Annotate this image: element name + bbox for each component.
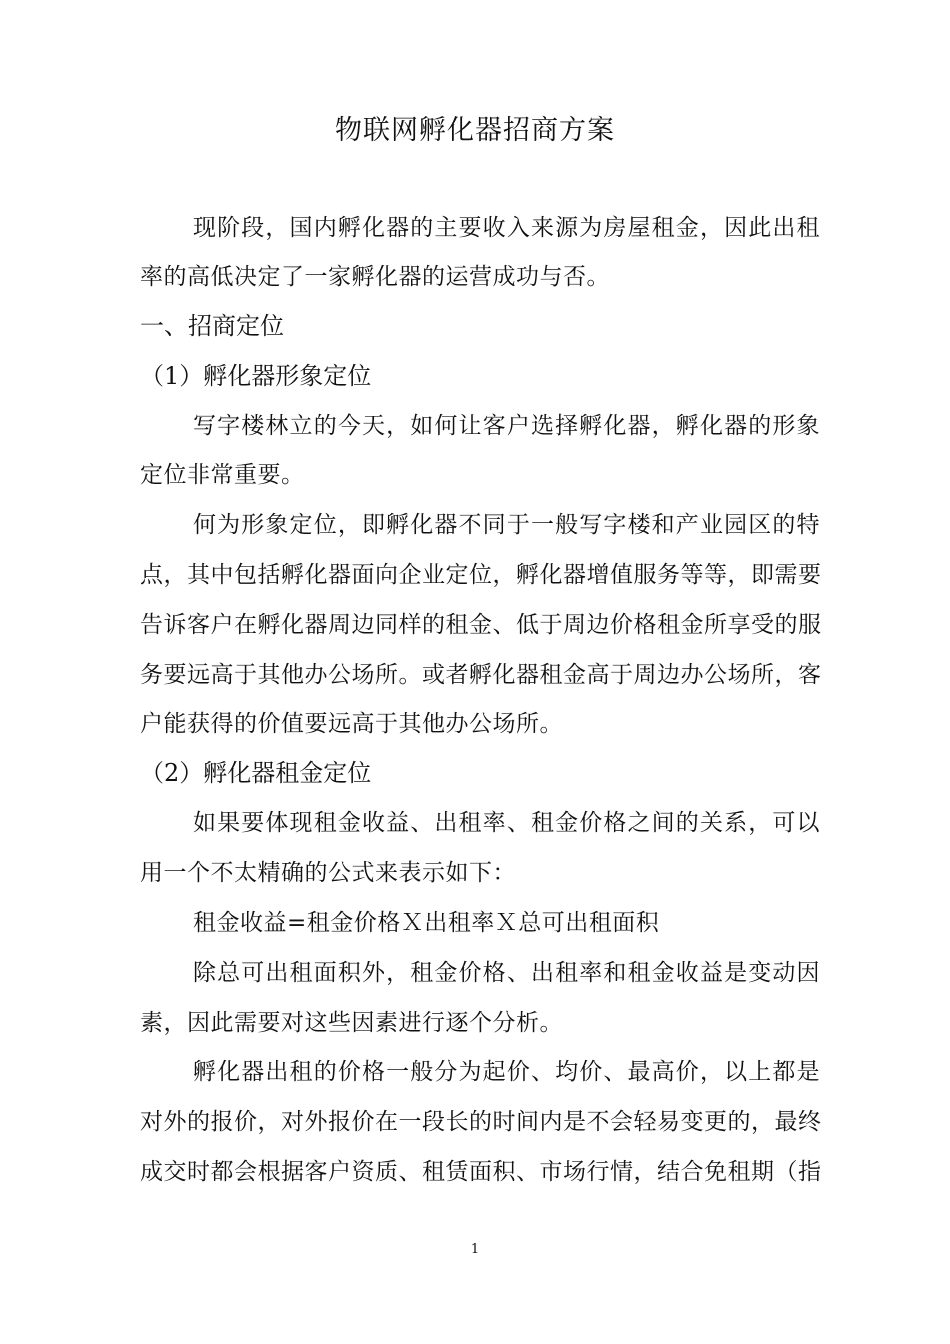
paragraph-line: 成交时都会根据客户资质、租赁面积、市场行情，结合免租期（指 xyxy=(140,1159,822,1185)
paragraph-line: 何为形象定位，即孵化器不同于一般写字楼和产业园区的特 xyxy=(193,512,820,538)
section-heading: 一、招商定位 xyxy=(140,312,284,340)
paragraph-line: 用一个不太精确的公式来表示如下： xyxy=(140,860,516,886)
paragraph-line: 对外的报价，对外报价在一段长的时间内是不会轻易变更的，最终 xyxy=(140,1109,822,1135)
subsection-heading: （2）孵化器租金定位 xyxy=(140,759,372,787)
paragraph-line: 写字楼林立的今天，如何让客户选择孵化器，孵化器的形象 xyxy=(193,413,820,439)
paragraph-line: 务要远高于其他办公场所。或者孵化器租金高于周边办公场所，客 xyxy=(140,662,822,688)
paragraph-line: 告诉客户在孵化器周边同样的租金、低于周边价格租金所享受的服 xyxy=(140,612,822,638)
page-number: 1 xyxy=(470,1242,480,1257)
paragraph-line: 素，因此需要对这些因素进行逐个分析。 xyxy=(140,1010,563,1036)
paragraph-line: 点，其中包括孵化器面向企业定位，孵化器增值服务等等，即需要 xyxy=(140,562,822,588)
paragraph-line: 现阶段，国内孵化器的主要收入来源为房屋租金，因此出租 xyxy=(193,215,820,241)
paragraph-line: 孵化器出租的价格一般分为起价、均价、最高价，以上都是 xyxy=(193,1059,820,1085)
paragraph-line: 如果要体现租金收益、出租率、租金价格之间的关系，可以 xyxy=(193,810,820,836)
subsection-heading: （1）孵化器形象定位 xyxy=(140,362,372,390)
formula-line: 租金收益=租金价格Ｘ出租率Ｘ总可出租面积 xyxy=(193,910,660,936)
paragraph-line: 户能获得的价值要远高于其他办公场所。 xyxy=(140,711,563,737)
paragraph-line: 率的高低决定了一家孵化器的运营成功与否。 xyxy=(140,264,610,290)
paragraph-line: 定位非常重要。 xyxy=(140,462,305,488)
paragraph-line: 除总可出租面积外，租金价格、出租率和租金收益是变动因 xyxy=(193,960,820,986)
document-title: 物联网孵化器招商方案 xyxy=(335,115,615,146)
